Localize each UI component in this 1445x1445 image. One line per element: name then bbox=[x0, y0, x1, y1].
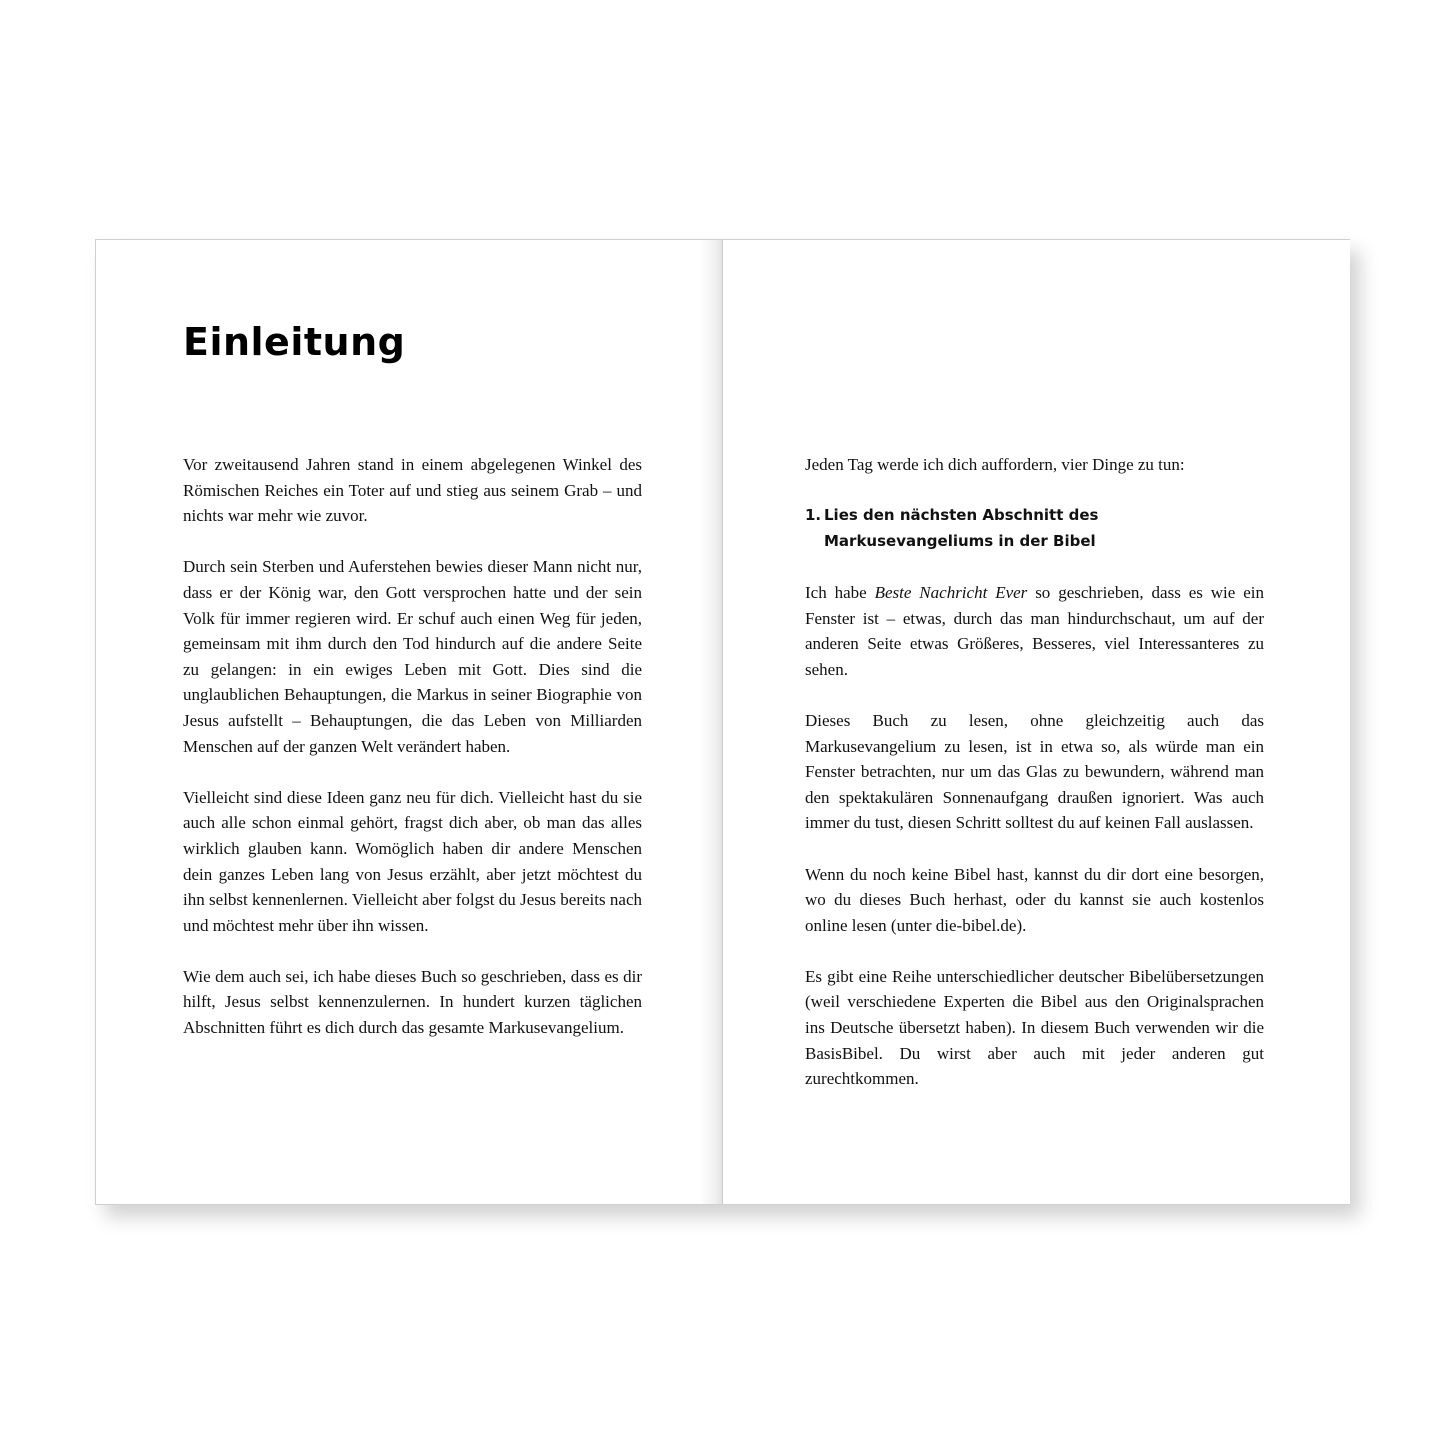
paragraph: Vor zweitausend Jahren stand in einem abgelegenen Winkel des Römischen Reiches ein Toter auf und stieg aus seinem Grab – und nichts war mehr wie zuvor. bbox=[183, 455, 642, 526]
text-run: so geschrieben, dass es wie ein Fenster ist – etwas, durch das man hindurchschaut, um auf der anderen Seite etwas Größeres, Besseres, viel Interessanteres zu sehen. bbox=[805, 582, 1264, 679]
numbered-list-item bbox=[805, 503, 1264, 554]
paragraph bbox=[805, 580, 1264, 682]
list-item-text: Lies den nächsten Abschnitt des Markusevangeliums in der Bibel bbox=[824, 506, 1099, 550]
paragraph: Vielleicht sind diese Ideen ganz neu für dich. Vielleicht hast du sie auch alle schon einmal gehört, fragst dich aber, ob man das alles wirklich glauben kann. Womöglich haben dir andere Menschen dein ganzes Leben lang von Jesus erzählt, aber jetzt möchtest du ihn selbst kennenlernen. Vielleicht aber folgst du Jesus bereits nach und möchtest mehr über ihn wissen. bbox=[183, 787, 642, 935]
right-page-body bbox=[805, 452, 1264, 1117]
paragraph: Dieses Buch zu lesen, ohne gleichzeitig auch das Markusevangelium zu lesen, ist in etwa so, als würde man ein Fenster betrachten, nur um das Glas zu bewundern, während man den spektakulären Sonnenaufgang draußen ignoriert. Was auch immer du tust, diesen Schritt solltest du auf keinen Fall auslassen. bbox=[805, 710, 1264, 833]
book-title-italic: Beste Nachricht Ever bbox=[874, 582, 1028, 602]
right-page bbox=[723, 240, 1350, 1204]
intro-paragraph: Jeden Tag werde ich dich auffordern, vier Dinge zu tun: bbox=[805, 455, 1185, 474]
paragraph: Es gibt eine Reihe unterschiedlicher deutscher Bibelübersetzungen (weil verschiedene Experten die Bibel aus den Originalsprachen ins Deutsche übersetzt haben). In diesem Buch verwenden wir die BasisBibel. Du wirst aber auch mit jeder anderen gut zurechtkommen. bbox=[805, 966, 1264, 1089]
paragraph: Wenn du noch keine Bibel hast, kannst du dir dort eine besorgen, wo du dieses Buch herhast, oder du kannst sie auch kostenlos online lesen (unter die-bibel.de). bbox=[805, 864, 1264, 935]
list-number: 1. bbox=[805, 506, 822, 525]
left-page-body bbox=[183, 452, 642, 1066]
left-page bbox=[96, 240, 723, 1204]
gutter-shadow bbox=[699, 240, 723, 1204]
book-spread bbox=[95, 239, 1350, 1205]
paragraph: Durch sein Sterben und Auferstehen bewies dieser Mann nicht nur, dass er der König war, den Gott versprochen hatte und der sein Volk für immer regieren wird. Er schuf auch einen Weg für jeden, gemeinsam mit ihm durch den Tod hindurch auf die andere Seite zu gelangen: in ein ewiges Leben mit Gott. Dies sind die unglaublichen Behauptungen, die Markus in seiner Biographie von Jesus aufstellt – Behauptungen, die das Leben von Milliarden Menschen auf der ganzen Welt verändert haben. bbox=[183, 557, 642, 756]
text-run: Ich habe bbox=[805, 582, 875, 602]
paragraph: Wie dem auch sei, ich habe dieses Buch so geschrieben, dass es dir hilft, Jesus selbst kennenzulernen. In hundert kurzen täglichen Abschnitten führt es dich durch das gesamte Markusevangelium. bbox=[183, 966, 642, 1038]
chapter-title: Einleitung bbox=[183, 320, 406, 364]
